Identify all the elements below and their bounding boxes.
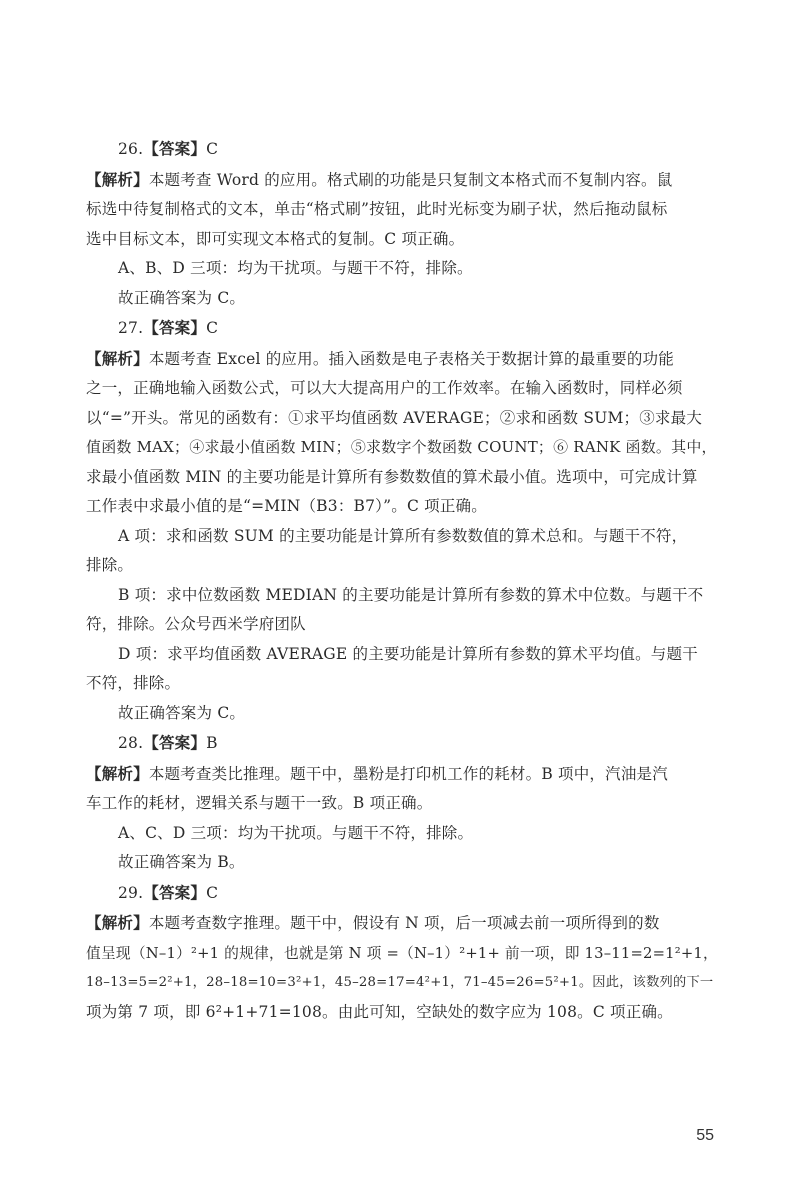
q27-option-b [86, 581, 722, 640]
q26-analysis-line: 标选中待复制格式的文本，单击“格式刷”按钮，此时光标变为刷子状，然后拖动鼠标 [86, 200, 668, 218]
q27-analysis-line: 工作表中求最小值的是“=MIN（B3：B7）”。C 项正确。 [86, 497, 487, 515]
q28-answer-heading [86, 728, 722, 759]
q27-analysis-line: 值函数 MAX；④求最小值函数 MIN；⑤求数字个数函数 COUNT；⑥ RANK 函数。其中， [86, 438, 717, 456]
q27-analysis-line: 求最小值函数 MIN 的主要功能是计算所有参数数值的算术最小值。选项中，可完成计算 [86, 467, 698, 486]
q29-answer-value: C [206, 883, 219, 902]
q27-option-a-line: 排除。 [86, 556, 134, 574]
q27-option-a [86, 522, 722, 581]
q26-analysis-line: 选中目标文本，即可实现文本格式的复制。C 项正确。 [86, 229, 465, 248]
q28-analysis-line: 本题考查类比推理。题干中，墨粉是打印机工作的耗材。B 项中，汽油是汽 [148, 764, 668, 783]
q27-option-d-line: 不符，排除。 [86, 674, 181, 692]
q28-analysis-label: 【解析】 [86, 763, 149, 783]
q29-number: 29. [118, 883, 144, 902]
q26-conclusion: 故正确答案为 C。 [118, 288, 246, 307]
q26-answer-label: 【答案】 [143, 139, 207, 158]
q29-answer-label: 【答案】 [143, 882, 207, 902]
q27-answer-heading [86, 313, 722, 344]
q29-analysis-line: 项为第 7 项，即 6²+1+71=108。由此可知，空缺处的数字应为 108。C 项正确。 [86, 1002, 673, 1021]
q29-analysis-line: 值呈现（N–1）²+1 的规律，也就是第 N 项 =（N–1）²+1+ 前一项，即 13–11=2=1²+1， [86, 944, 718, 962]
q28-number: 28. [118, 734, 144, 752]
q27-analysis [86, 344, 722, 522]
q29-analysis-label: 【解析】 [86, 913, 149, 932]
q27-option-b-line: B 项：求中位数函数 MEDIAN 的主要功能是计算所有参数的算术中位数。与题干不 [118, 585, 704, 604]
q28-answer-value: B [206, 734, 218, 752]
q27-option-b-line: 符，排除。公众号西米学府团队 [86, 615, 306, 633]
q26-analysis-line: 本题考查 Word 的应用。格式刷的功能是只复制文本格式而不复制内容。鼠 [148, 170, 673, 189]
q26-options-note: A、B、D 三项：均为干扰项。与题干不符，排除。 [118, 259, 473, 277]
q28-options-note: A、C、D 三项：均为干扰项。与题干不符，排除。 [118, 823, 474, 842]
q28-conclusion: 故正确答案为 B。 [118, 853, 245, 871]
q27-answer-value: C [206, 319, 219, 337]
q27-number: 27. [118, 319, 144, 337]
q28-answer-label: 【答案】 [143, 733, 207, 752]
page-number: 55 [696, 1127, 714, 1144]
q29-analysis [86, 908, 722, 1027]
q27-analysis-line: 本题考查 Excel 的应用。插入函数是电子表格关于数据计算的最重要的功能 [148, 349, 674, 368]
q27-analysis-line: 以“=”开头。常见的函数有：①求平均值函数 AVERAGE；②求和函数 SUM；③求最大 [86, 408, 703, 427]
q29-analysis-line: 本题考查数字推理。题干中，假设有 N 项，后一项减去前一项所得到的数 [148, 914, 660, 932]
q29-answer-heading [86, 878, 722, 909]
q26-answer-value: C [206, 140, 219, 158]
q27-analysis-line: 之一，正确地输入函数公式，可以大大提高用户的工作效率。在输入函数时，同样必须 [86, 379, 683, 397]
q27-option-d [86, 640, 722, 699]
q29-analysis-line: 18–13=5=2²+1，28–18=10=3²+1，45–28=17=4²+1，71–45=26=5²+1。因此，该数列的下一 [86, 975, 714, 990]
q27-analysis-label: 【解析】 [86, 348, 149, 368]
q26-analysis-label: 【解析】 [86, 169, 149, 189]
answer-explanations [86, 134, 722, 1027]
q27-conclusion: 故正确答案为 C。 [118, 703, 246, 722]
q27-option-a-line: A 项：求和函数 SUM 的主要功能是计算所有参数数值的算术总和。与题干不符， [118, 526, 688, 545]
q28-analysis [86, 759, 722, 819]
q26-answer-heading [86, 134, 722, 165]
q26-analysis [86, 165, 722, 255]
q28-analysis-line: 车工作的耗材，逻辑关系与题干一致。B 项正确。 [86, 794, 433, 812]
q27-option-d-line: D 项：求平均值函数 AVERAGE 的主要功能是计算所有参数的算术平均值。与题干 [118, 644, 698, 663]
q26-number: 26. [118, 140, 144, 158]
q27-answer-label: 【答案】 [143, 318, 207, 337]
